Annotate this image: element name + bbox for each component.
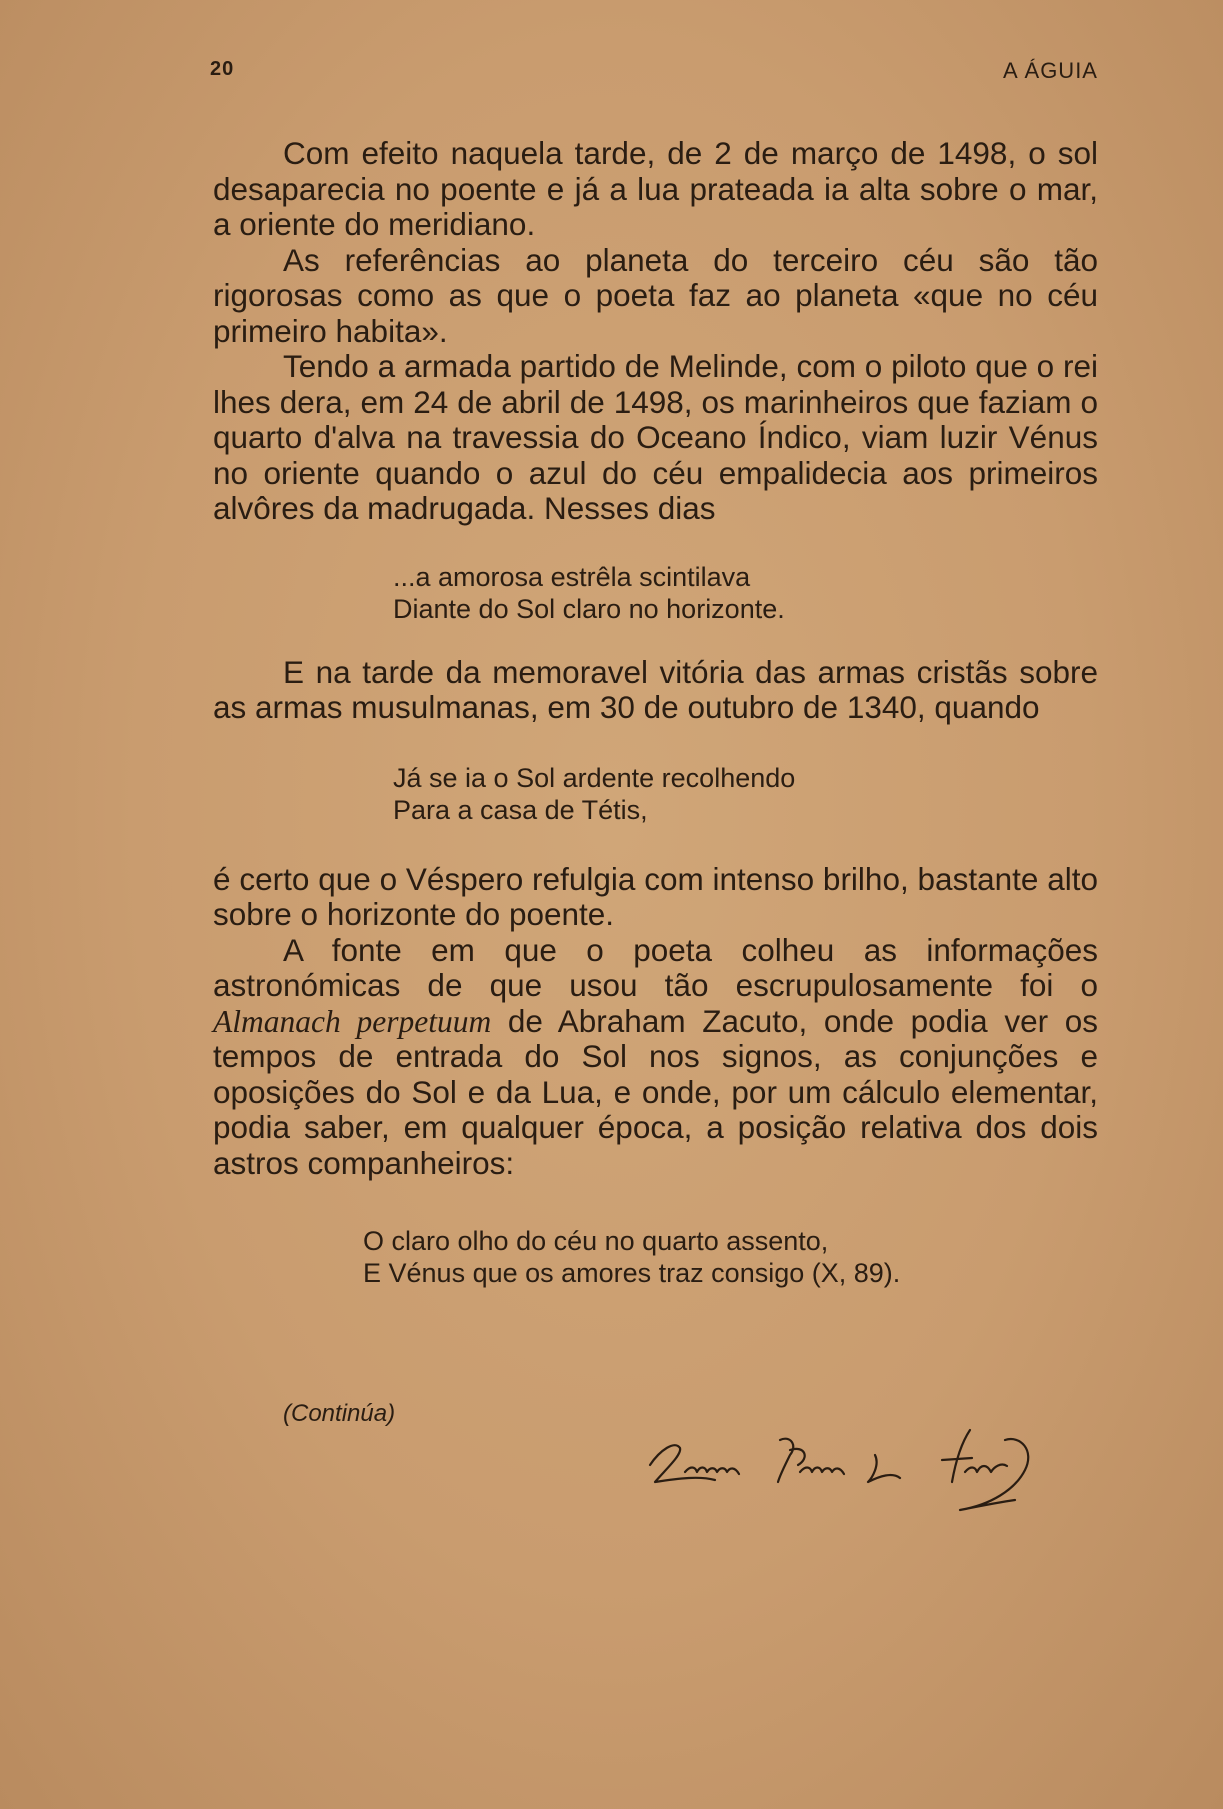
author-signature bbox=[640, 1410, 1100, 1520]
signature-drawing bbox=[640, 1410, 1100, 1520]
paragraph-3: Tendo a armada partido de Melinde, com o piloto que o rei lhes dera, em 24 de abril de 1498, os marinheiros que faziam o quarto d'alva na travessia do Oceano Índico, viam luzir Vénus no oriente quando o azul do céu empalidecia aos primeiros alvôres da madrugada. Nesses dias bbox=[213, 348, 1098, 526]
paragraph-4: E na tarde da memoravel vitória das armas cristãs sobre as armas musulmanas, em 30 de outubro de 1340, quando bbox=[213, 653, 1098, 725]
paragraph-6 bbox=[213, 933, 1098, 1182]
verse-line: Já se ia o Sol ardente recolhendo bbox=[393, 762, 796, 793]
verse-quote-2 bbox=[213, 762, 1098, 826]
running-head bbox=[210, 52, 1098, 92]
verse-line: E Vénus que os amores traz consigo (X, 89). bbox=[363, 1258, 901, 1288]
page-number: 20 bbox=[210, 58, 235, 80]
verse-line: O claro olho do céu no quarto assento, bbox=[363, 1226, 829, 1256]
verse-quote-1 bbox=[213, 561, 1098, 625]
paragraph-2: As referências ao planeta do terceiro céu são tão rigorosas como as que o poeta faz ao planeta «que no céu primeiro habita». bbox=[213, 241, 1098, 349]
continued-note: (Continúa) bbox=[283, 1400, 396, 1427]
verse-line: Para a casa de Tétis, bbox=[393, 794, 648, 825]
paragraph-5: é certo que o Véspero refulgia com intenso brilho, bastante alto sobre o horizonte do poente. bbox=[213, 860, 1098, 932]
verse-quote-3 bbox=[213, 1225, 1098, 1289]
verse-line: ...a amorosa estrêla scintilava bbox=[393, 561, 751, 592]
paragraph-1: Com efeito naquela tarde, de 2 de março de 1498, o sol desaparecia no poente e já a lua prateada ia alta sobre o mar, a oriente do meridiano. bbox=[213, 135, 1098, 242]
article-body bbox=[213, 136, 1098, 1289]
verse-line: Diante do Sol claro no horizonte. bbox=[393, 593, 785, 624]
journal-title: A ÁGUIA bbox=[1002, 58, 1098, 83]
paragraph-6-start: A fonte em que o poeta colheu as informações astronómicas de que usou tão escrupulosamente foi o bbox=[213, 931, 1098, 1003]
paragraph-6-end: de Abraham Zacuto, onde podia ver os tempos de entrada do Sol nos signos, as conjunções e oposições do Sol e da Lua, e onde, por um cálculo elementar, podia saber, em qualquer época, a posição relativa dos dois astros companheiros: bbox=[213, 1002, 1098, 1181]
book-title: Almanach perpetuum bbox=[213, 1003, 492, 1039]
